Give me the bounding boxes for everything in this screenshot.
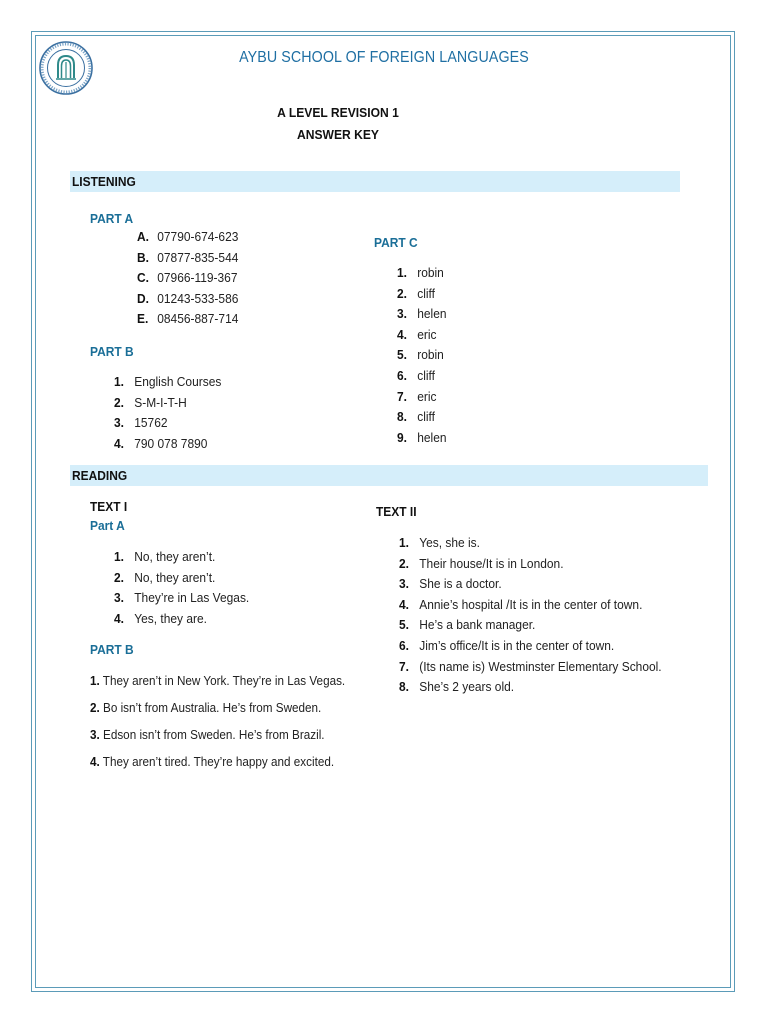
text-one-part-b-title: PART B [90,642,134,657]
part-b-sentence-1: 1. They aren’t in New York. They’re in Las Vegas. [90,673,346,688]
listening-part-a-title: PART A [90,211,134,226]
listening-part-b-title: PART B [90,344,134,359]
listening-part-c-title: PART C [374,235,418,250]
document-subtitle: ANSWER KEY [297,127,379,142]
listening-section-header [70,171,680,192]
document-title: A LEVEL REVISION 1 [277,105,399,120]
reading-section-header [70,465,708,486]
text-one-part-a-title: Part A [90,518,125,533]
part-b-sentence-2: 2. Bo isn’t from Australia. He’s from Sweden. [90,700,322,715]
school-name: AYBU SCHOOL OF FOREIGN LANGUAGES [239,49,529,66]
reading-label: READING [72,468,128,483]
part-b-sentence-4: 4. They aren’t tired. They’re happy and excited. [90,754,335,769]
listening-label: LISTENING [72,174,136,189]
text-one-title: TEXT I [90,499,128,514]
text-two-title: TEXT II [376,504,417,519]
part-b-sentence-3: 3. Edson isn’t from Sweden. He’s from Brazil. [90,727,325,742]
